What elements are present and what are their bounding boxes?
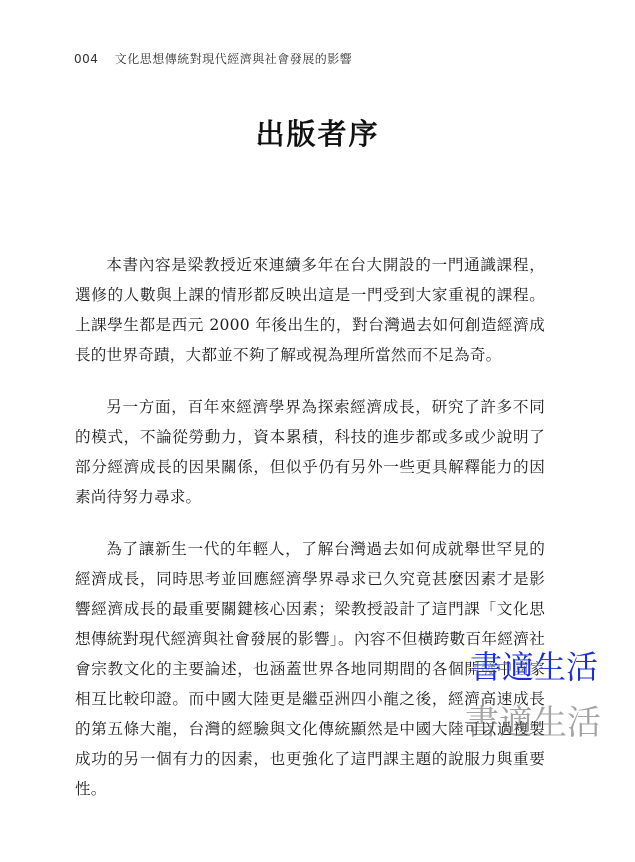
watermark-blue: 書適生活 xyxy=(470,648,599,686)
paragraph: 另一方面，百年來經濟學界為探索經濟成長，研究了許多不同的模式，不論從勞動力，資本累積，科技的進步都或多或少說明了部分經濟成長的因果關係，但似乎仍有另外一些更具解釋能力的因素尚待努力尋求。 xyxy=(75,398,545,506)
watermark-gray: 書適生活 xyxy=(465,703,601,743)
running-header xyxy=(74,50,352,67)
page-title: 出版者序 xyxy=(255,117,380,151)
page-number: 004 xyxy=(74,52,99,66)
paragraph: 為了讓新生一代的年輕人，了解台灣過去如何成就舉世罕見的經濟成長，同時思考並回應經濟學界尋求已久究竟甚麼因素才是影響經濟成長的最重要關鍵核心因素；梁教授設計了這門課「文化思想傳統對現代經濟與社會發展的影響」。內容不但橫跨數百年經濟社會宗教文化的主要論述，也涵蓋世界各地同期間的各個開發中國家相互比較印證。而中國大陸更是繼亞洲四小龍之後，經濟高速成長的第五條大龍，台灣的經驗與文化傳統顯然是中國大陸可以過複製成功的另一個有力的因素，也更強化了這門課主題的說服力與重要性。 xyxy=(75,540,545,798)
paragraph: 本書內容是梁教授近來連續多年在台大開設的一門通識課程，選修的人數與上課的情形都反映出這是一門受到大家重視的課程。上課學生都是西元 2000 年後出生的，對台灣過去如何創造經濟成長的世界奇蹟，大都並不夠了解或視為理所當然而不足為奇。 xyxy=(75,256,545,364)
book-title: 文化思想傳統對現代經濟與社會發展的影響 xyxy=(114,52,353,66)
